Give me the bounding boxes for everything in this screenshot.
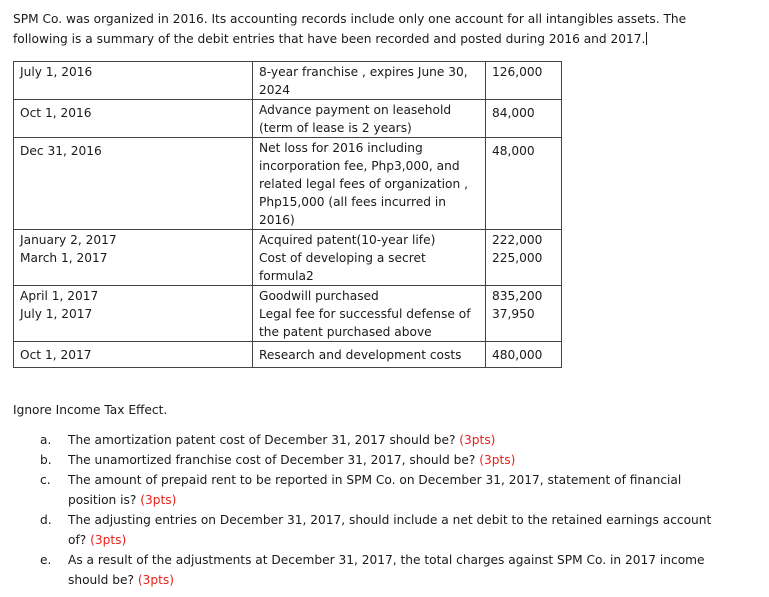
intro-paragraph: [13, 9, 758, 49]
amount-line: 835,200: [492, 289, 543, 303]
table-row: [14, 138, 562, 230]
description-cell: [253, 286, 486, 342]
question-item: [40, 550, 730, 590]
table-row: [14, 342, 562, 368]
question-text: The adjusting entries on December 31, 2017, should include a net debit to the retained earnings account of?: [68, 513, 712, 547]
question-letter: e.: [40, 553, 52, 567]
amount-cell: [486, 230, 562, 286]
date-cell: Dec 31, 2016: [14, 138, 253, 230]
question-letter: a.: [40, 433, 52, 447]
text-cursor: [646, 32, 647, 45]
question-text: As a result of the adjustments at December 31, 2017, the total charges against SPM Co. in 2017 income should be?: [68, 553, 705, 587]
date-line: April 1, 2017: [20, 289, 99, 303]
date-cell: July 1, 2016: [14, 62, 253, 100]
points-label: (3pts): [459, 433, 496, 447]
question-item: [40, 430, 730, 450]
entries-table: [13, 61, 562, 368]
description-cell: Net loss for 2016 including incorporation fee, Php3,000, and related legal fees of organization , Php15,000 (all fees incurred in 2016): [253, 138, 486, 230]
description-line: Goodwill purchased: [259, 289, 379, 303]
points-label: (3pts): [137, 573, 174, 587]
date-line: January 2, 2017: [20, 233, 117, 247]
question-item: [40, 510, 730, 550]
amount-line: 225,000: [492, 251, 543, 265]
tax-note: Ignore Income Tax Effect.: [13, 403, 168, 417]
question-item: [40, 450, 730, 470]
description-line: Legal fee for successful defense of the patent purchased above: [259, 307, 471, 339]
question-letter: d.: [40, 513, 52, 527]
date-cell: [14, 230, 253, 286]
table-row: [14, 230, 562, 286]
amount-line: 37,950: [492, 307, 535, 321]
points-label: (3pts): [140, 493, 177, 507]
description-cell: Advance payment on leasehold (term of lease is 2 years): [253, 100, 486, 138]
table-row: [14, 100, 562, 138]
points-label: (3pts): [90, 533, 127, 547]
question-letter: b.: [40, 453, 52, 467]
points-label: (3pts): [479, 453, 516, 467]
question-text: The amount of prepaid rent to be reported in SPM Co. on December 31, 2017, statement of financial position is?: [68, 473, 682, 507]
intro-line-1: SPM Co. was organized in 2016. Its accounting records include only one account for all intangibles assets. The: [13, 12, 687, 26]
date-line: March 1, 2017: [20, 251, 108, 265]
date-line: July 1, 2017: [20, 307, 93, 321]
description-cell: Research and development costs: [253, 342, 486, 368]
date-cell: Oct 1, 2016: [14, 100, 253, 138]
amount-line: 222,000: [492, 233, 543, 247]
amount-cell: 480,000: [486, 342, 562, 368]
date-cell: [14, 286, 253, 342]
description-line: Acquired patent(10-year life): [259, 233, 436, 247]
table-row: [14, 62, 562, 100]
description-line: Cost of developing a secret formula2: [259, 251, 426, 283]
question-item: [40, 470, 730, 510]
date-cell: Oct 1, 2017: [14, 342, 253, 368]
amount-cell: 48,000: [486, 138, 562, 230]
amount-cell: 126,000: [486, 62, 562, 100]
amount-cell: [486, 286, 562, 342]
table-row: [14, 286, 562, 342]
questions-list: [40, 430, 730, 590]
intro-line-2: following is a summary of the debit entries that have been recorded and posted during 2016 and 2017.: [13, 32, 646, 46]
description-cell: 8-year franchise , expires June 30, 2024: [253, 62, 486, 100]
description-cell: [253, 230, 486, 286]
amount-cell: 84,000: [486, 100, 562, 138]
question-letter: c.: [40, 473, 51, 487]
question-text: The amortization patent cost of December 31, 2017 should be?: [68, 433, 460, 447]
question-text: The unamortized franchise cost of December 31, 2017, should be?: [68, 453, 480, 467]
